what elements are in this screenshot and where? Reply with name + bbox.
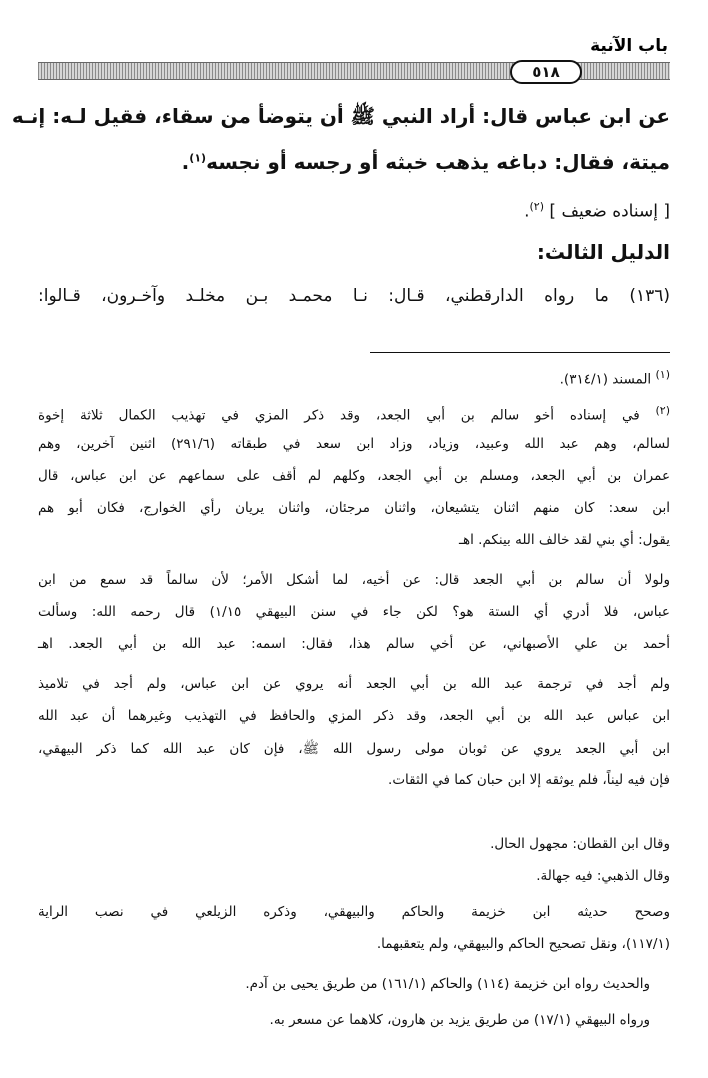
chapter-title: باب الآنية xyxy=(590,36,668,56)
footnote-2-line-2: لسالم، وهم عبد الله وعبيد، وزياد، وزاد ابن سعد في طبقاته (٢٩١/٦) اثنين آخرين، وهم xyxy=(38,436,670,452)
main-line-2-text: ميتة، فقال: دباغه يذهب خبثه أو رجسه أو نجسه xyxy=(206,150,670,174)
para-3-line-1: ولم أجد في ترجمة عبد الله بن أبي الجعد أنه يروي عن ابن عباس، ولم أجد في تلاميذ xyxy=(38,676,670,692)
footnote-ref-2: (٢) xyxy=(529,200,544,213)
isnad-grade-text: [ إسناده ضعيف ] xyxy=(549,201,670,222)
section-heading: الدليل الثالث: xyxy=(536,240,670,264)
sahh-line-2: (١١٧/١)، ونقل تصحيح الحاكم والبيهقي، ولم يتعقبهما. xyxy=(376,936,670,952)
footnote-2-line-5: يقول: أي بني لقد خالف الله بينكم. اهـ xyxy=(459,532,670,548)
isnad-grade-end: . xyxy=(524,201,530,222)
isnad-grade xyxy=(524,200,670,222)
footnote-1-ref: (١) xyxy=(655,368,670,381)
main-line-1: عن ابن عباس قال: أراد النبي ﷺ أن يتوضأ من سقاء، فقيل لـه: إنـه xyxy=(11,104,670,128)
main-line-5: (١٣٦) ما رواه الدارقطني، قـال: نـا محمـد بـن مخلـد وآخـرون، قـالوا: xyxy=(38,286,670,306)
qattan-quote: وقال ابن القطان: مجهول الحال. xyxy=(490,836,670,852)
main-line-2 xyxy=(182,150,670,174)
para-3-line-4: فإن فيه ليناً، فلم يوثقه إلا ابن حبان كما في الثقات. xyxy=(388,772,670,788)
footnote-2-line-1-text: في إسناده أخو سالم بن أبي الجعد، وقد ذكر المزي في تهذيب الكمال ثلاثة إخوة xyxy=(38,407,640,424)
para-3-line-2: ابن عباس عبد الله بن أبي الجعد، وقد ذكر المزي والحافظ في التهذيب وغيرهما أن عبد الله xyxy=(38,708,670,724)
footnote-2-line-4: ابن سعد: كان منهم اثنان يتشيعان، واثنان مرجئان، واثنان يريان رأي الخوارج، فكان أبو هم xyxy=(38,500,670,516)
footnote-ref-1: (١) xyxy=(189,151,207,165)
footnote-1 xyxy=(38,368,670,388)
para-2-line-1: ولولا أن سالم بن أبي الجعد قال: عن أخيه، لما أشكل الأمر؛ لأن سالماً قد سمع من ابن xyxy=(38,572,670,588)
footnote-2-ref: (٢) xyxy=(655,404,670,417)
para-2-line-3: أحمد بن علي الأصبهاني، عن أخي سالم هذا، فقال: اسمه: عبد الله بن أبي الجعد. اهـ xyxy=(38,636,670,652)
bayhaqi-line: ورواه البيهقي (١٧/١) من طريق يزيد بن هارون، كلاهما عن مسعر به. xyxy=(269,1012,650,1028)
page-number: ٥١٨ xyxy=(510,60,582,84)
hadith-line: والحديث رواه ابن خزيمة (١١٤) والحاكم (١٦١/١) من طريق يحيى بن آدم. xyxy=(245,976,650,992)
dhahabi-quote: وقال الذهبي: فيه جهالة. xyxy=(536,868,670,884)
footnote-divider xyxy=(370,352,670,353)
sahh-line-1: وصحح حديثه ابن خزيمة والحاكم والبيهقي، وذكره الزيلعي في نصب الراية xyxy=(38,904,670,920)
footnote-2-line-1 xyxy=(38,404,670,424)
main-line-2-end: . xyxy=(181,150,190,174)
para-3-line-3: ابن أبي الجعد يروي عن ثوبان مولى رسول الله ﷺ، فإن كان عبد الله كما ذكر البيهقي، xyxy=(38,741,670,757)
para-2-line-2: عباس، فلا أدري أي الستة هو؟ لكن جاء في سنن البيهقي ١/١٥) قال رحمه الله: وسألت xyxy=(38,604,670,620)
footnote-1-text: المسند (٣١٤/١). xyxy=(559,371,652,388)
footnote-2-line-3: عمران بن أبي الجعد، ومسلم بن أبي الجعد، وكلهم لم أقف على سماعهم عن ابن عباس، قال xyxy=(38,468,670,484)
